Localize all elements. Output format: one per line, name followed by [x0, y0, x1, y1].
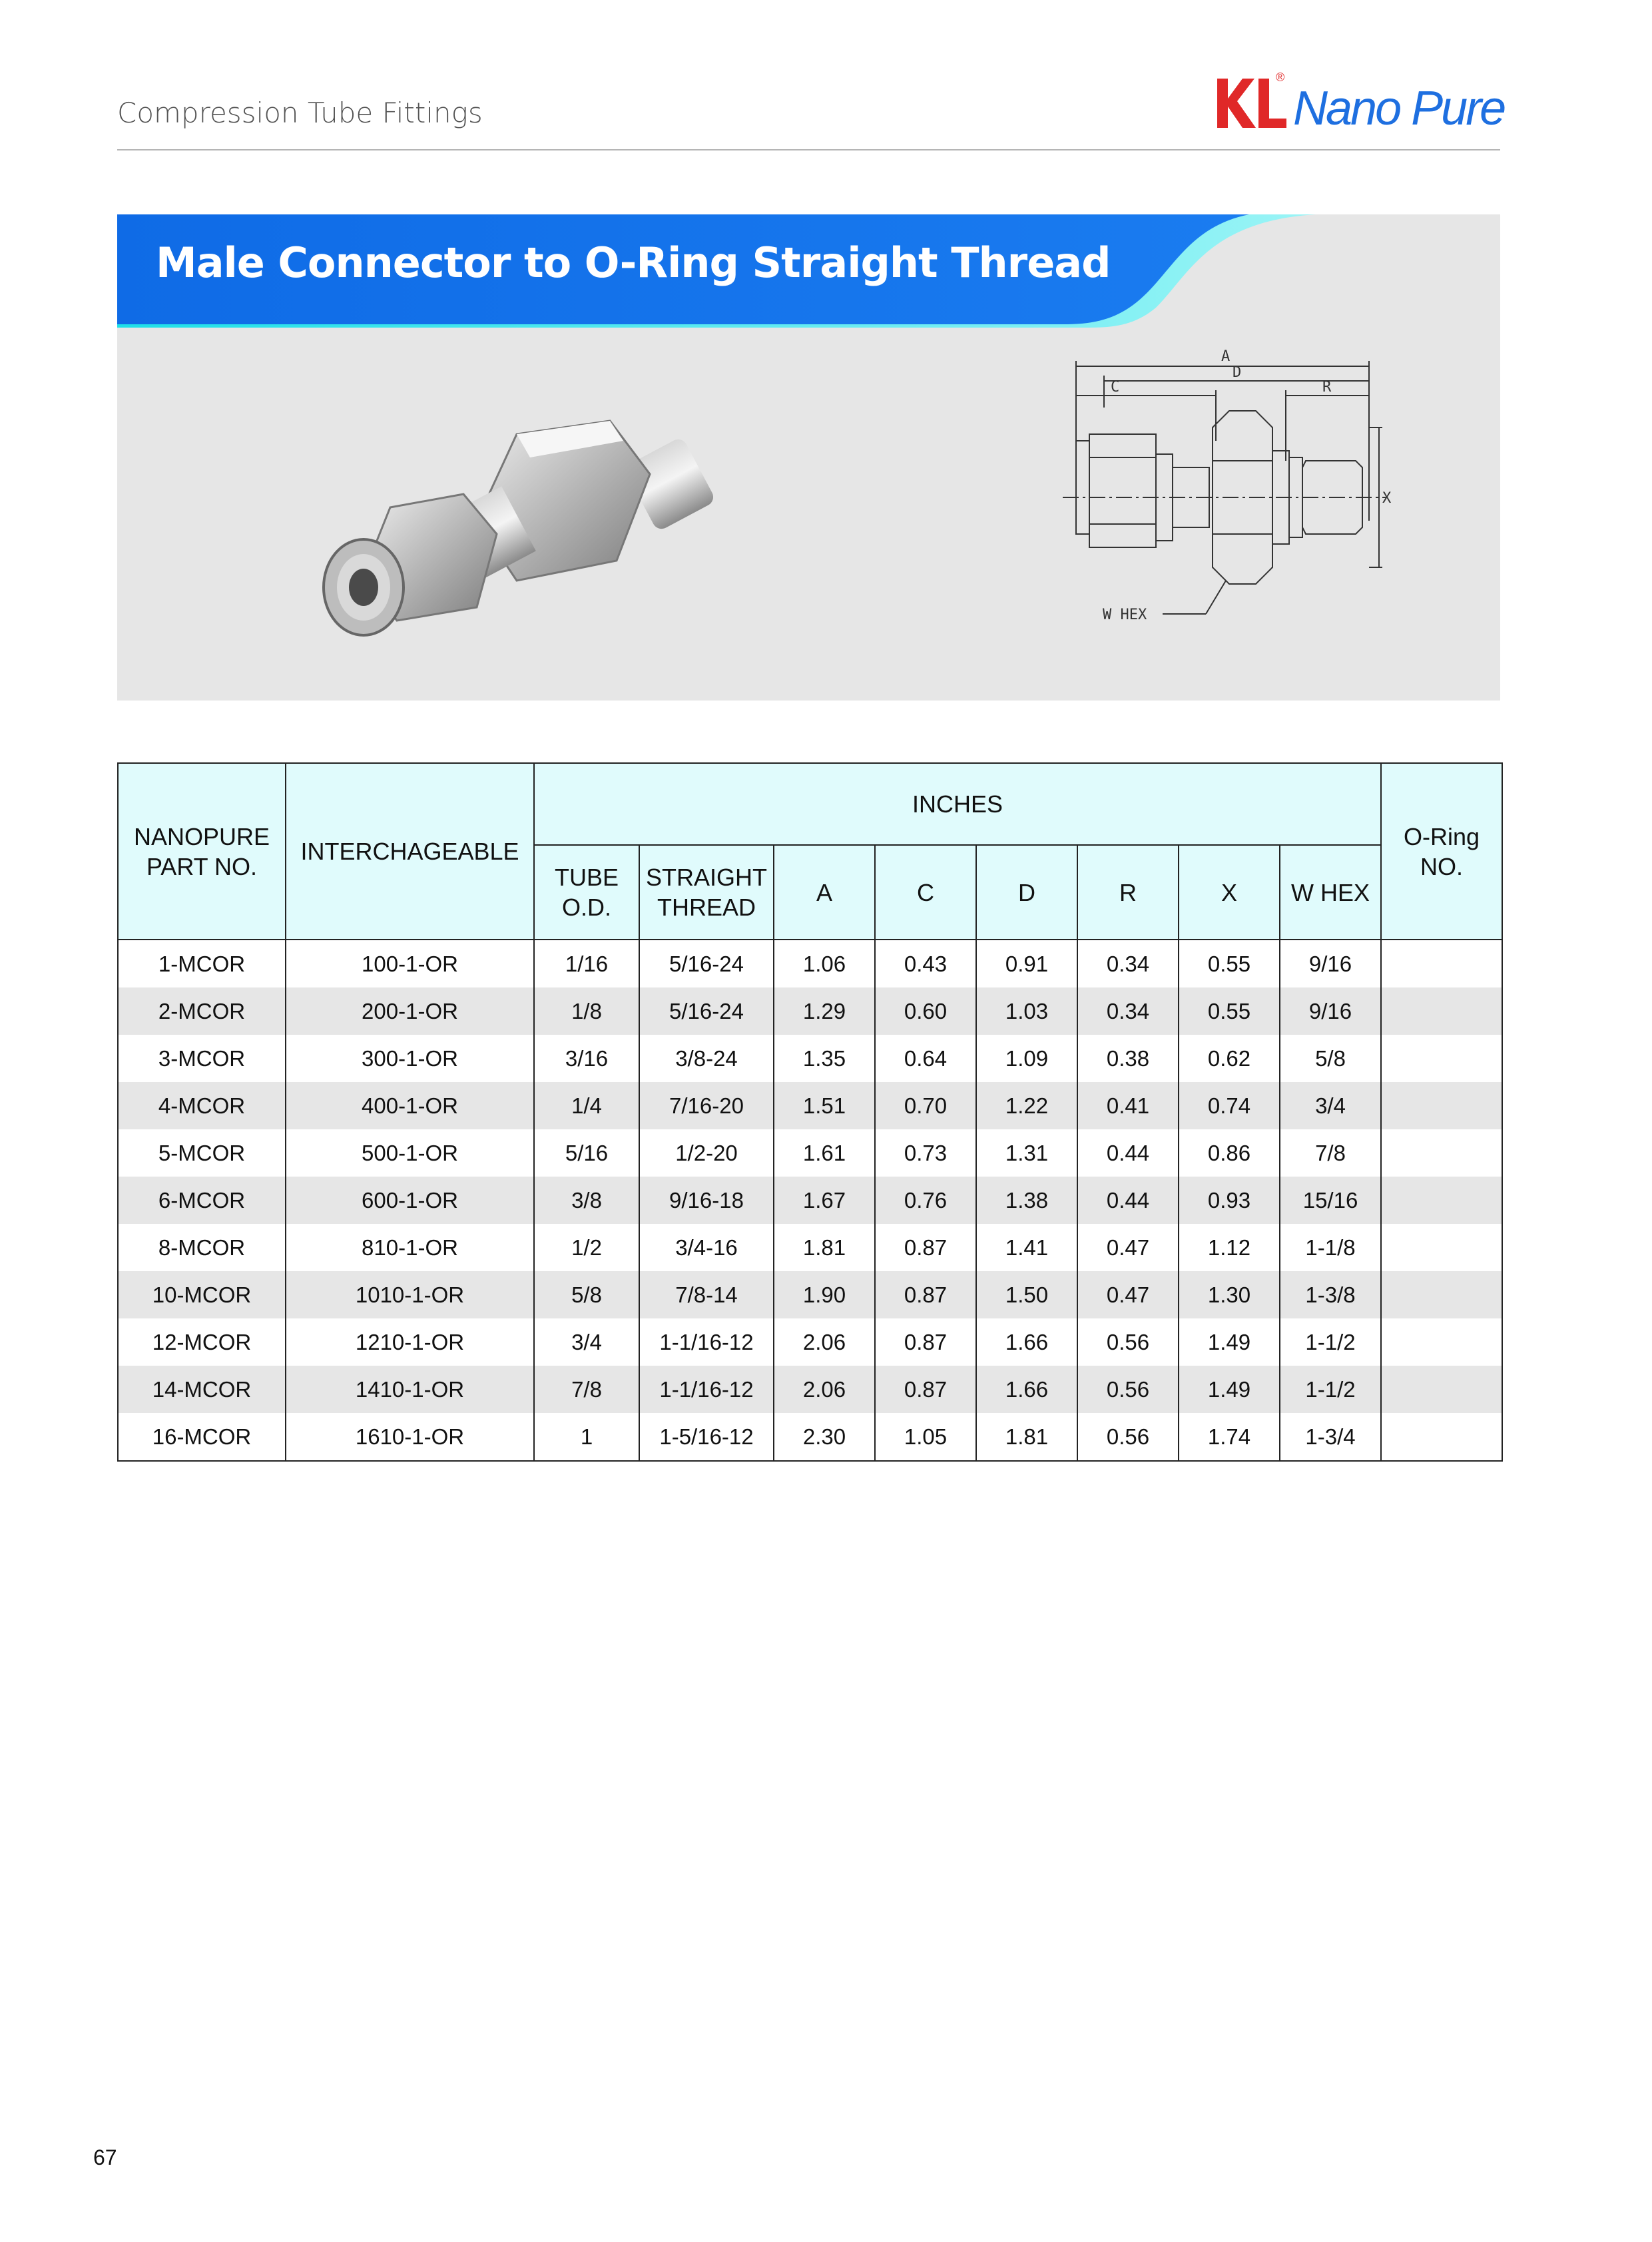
- cell-straight-thread: 5/16-24: [639, 940, 774, 987]
- cell-w-hex: 9/16: [1280, 940, 1381, 987]
- cell-tube-od: 7/8: [534, 1366, 639, 1413]
- cell-r: 0.56: [1077, 1413, 1179, 1461]
- col-header-part-no: NANOPURE PART NO.: [118, 763, 286, 940]
- cell-interchangeable: 810-1-OR: [286, 1224, 534, 1271]
- cell-tube-od: 3/8: [534, 1177, 639, 1224]
- cell-r: 0.41: [1077, 1082, 1179, 1129]
- cell-c: 1.05: [875, 1413, 976, 1461]
- cell-a: 1.81: [774, 1224, 875, 1271]
- cell-r: 0.47: [1077, 1224, 1179, 1271]
- cell-straight-thread: 5/16-24: [639, 987, 774, 1035]
- cell-r: 0.56: [1077, 1366, 1179, 1413]
- cell-part-no: 14-MCOR: [118, 1366, 286, 1413]
- col-header-straight-thread: STRAIGHT THREAD: [639, 845, 774, 940]
- cell-part-no: 4-MCOR: [118, 1082, 286, 1129]
- cell-w-hex: 9/16: [1280, 987, 1381, 1035]
- dim-label-c: C: [1111, 379, 1120, 396]
- cell-part-no: 5-MCOR: [118, 1129, 286, 1177]
- cell-x: 0.86: [1179, 1129, 1280, 1177]
- cell-tube-od: 3/16: [534, 1035, 639, 1082]
- cell-interchangeable: 200-1-OR: [286, 987, 534, 1035]
- table-row: [118, 1366, 1502, 1413]
- cell-c: 0.73: [875, 1129, 976, 1177]
- cell-tube-od: 1/2: [534, 1224, 639, 1271]
- col-header-oring: O-Ring NO.: [1381, 763, 1502, 940]
- cell-a: 1.06: [774, 940, 875, 987]
- table-row: [118, 987, 1502, 1035]
- cell-x: 0.62: [1179, 1035, 1280, 1082]
- cell-straight-thread: 1-1/16-12: [639, 1318, 774, 1366]
- cell-tube-od: 1: [534, 1413, 639, 1461]
- cell-r: 0.47: [1077, 1271, 1179, 1318]
- cell-w-hex: 7/8: [1280, 1129, 1381, 1177]
- table-row: [118, 1177, 1502, 1224]
- col-group-inches: INCHES: [534, 763, 1381, 845]
- cell-x: 1.30: [1179, 1271, 1280, 1318]
- cell-w-hex: 15/16: [1280, 1177, 1381, 1224]
- cell-straight-thread: 7/8-14: [639, 1271, 774, 1318]
- cell-d: 1.41: [976, 1224, 1077, 1271]
- cell-straight-thread: 7/16-20: [639, 1082, 774, 1129]
- cell-interchangeable: 1610-1-OR: [286, 1413, 534, 1461]
- cell-w-hex: 1-1/2: [1280, 1318, 1381, 1366]
- col-header-r: R: [1077, 845, 1179, 940]
- cell-d: 1.38: [976, 1177, 1077, 1224]
- cell-a: 1.51: [774, 1082, 875, 1129]
- cell-oring: [1381, 1224, 1502, 1271]
- col-header-w-hex: W HEX: [1280, 845, 1381, 940]
- cell-part-no: 8-MCOR: [118, 1224, 286, 1271]
- cell-oring: [1381, 1271, 1502, 1318]
- cell-straight-thread: 9/16-18: [639, 1177, 774, 1224]
- header-divider: [117, 149, 1500, 150]
- cell-d: 1.66: [976, 1318, 1077, 1366]
- cell-d: 1.03: [976, 987, 1077, 1035]
- cell-r: 0.38: [1077, 1035, 1179, 1082]
- cell-straight-thread: 1-1/16-12: [639, 1366, 774, 1413]
- col-header-x: X: [1179, 845, 1280, 940]
- cell-c: 0.87: [875, 1271, 976, 1318]
- cell-w-hex: 1-3/4: [1280, 1413, 1381, 1461]
- cell-a: 2.06: [774, 1318, 875, 1366]
- cell-c: 0.87: [875, 1318, 976, 1366]
- dim-label-d: D: [1233, 364, 1242, 381]
- table-row: [118, 1035, 1502, 1082]
- dim-label-r: R: [1322, 379, 1332, 396]
- cell-oring: [1381, 1129, 1502, 1177]
- table-row: [118, 940, 1502, 987]
- table-row: [118, 1271, 1502, 1318]
- cell-tube-od: 3/4: [534, 1318, 639, 1366]
- cell-a: 2.30: [774, 1413, 875, 1461]
- cell-w-hex: 3/4: [1280, 1082, 1381, 1129]
- cell-d: 1.81: [976, 1413, 1077, 1461]
- table-row: [118, 1082, 1502, 1129]
- cell-oring: [1381, 1413, 1502, 1461]
- cell-straight-thread: 3/4-16: [639, 1224, 774, 1271]
- cell-part-no: 12-MCOR: [118, 1318, 286, 1366]
- cell-oring: [1381, 1177, 1502, 1224]
- cell-oring: [1381, 1366, 1502, 1413]
- cell-part-no: 2-MCOR: [118, 987, 286, 1035]
- cell-interchangeable: 300-1-OR: [286, 1035, 534, 1082]
- cell-straight-thread: 3/8-24: [639, 1035, 774, 1082]
- cell-r: 0.44: [1077, 1177, 1179, 1224]
- table-body: [118, 940, 1502, 1461]
- cell-r: 0.44: [1077, 1129, 1179, 1177]
- cell-d: 1.66: [976, 1366, 1077, 1413]
- cell-x: 0.55: [1179, 987, 1280, 1035]
- cell-tube-od: 1/4: [534, 1082, 639, 1129]
- cell-oring: [1381, 940, 1502, 987]
- cell-tube-od: 5/16: [534, 1129, 639, 1177]
- cell-c: 0.70: [875, 1082, 976, 1129]
- dim-label-a: A: [1221, 348, 1231, 365]
- cell-d: 1.09: [976, 1035, 1077, 1082]
- cell-w-hex: 1-3/8: [1280, 1271, 1381, 1318]
- table-row: [118, 1413, 1502, 1461]
- cell-interchangeable: 500-1-OR: [286, 1129, 534, 1177]
- col-header-a: A: [774, 845, 875, 940]
- kl-logo-mark: [1212, 67, 1292, 140]
- cell-interchangeable: 600-1-OR: [286, 1177, 534, 1224]
- cell-d: 1.31: [976, 1129, 1077, 1177]
- cell-w-hex: 5/8: [1280, 1035, 1381, 1082]
- dim-label-x: X: [1382, 490, 1392, 507]
- table-row: [118, 1129, 1502, 1177]
- dim-label-w-hex: W HEX: [1103, 607, 1147, 623]
- page-header-title: Compression Tube Fittings: [117, 97, 483, 129]
- cell-oring: [1381, 1082, 1502, 1129]
- cell-x: 1.49: [1179, 1318, 1280, 1366]
- cell-a: 2.06: [774, 1366, 875, 1413]
- cell-d: 1.22: [976, 1082, 1077, 1129]
- cell-a: 1.61: [774, 1129, 875, 1177]
- cell-oring: [1381, 1035, 1502, 1082]
- cell-c: 0.60: [875, 987, 976, 1035]
- cell-r: 0.34: [1077, 940, 1179, 987]
- cell-d: 1.50: [976, 1271, 1077, 1318]
- cell-part-no: 10-MCOR: [118, 1271, 286, 1318]
- cell-straight-thread: 1-5/16-12: [639, 1413, 774, 1461]
- page-number: 67: [93, 2145, 117, 2169]
- cell-interchangeable: 400-1-OR: [286, 1082, 534, 1129]
- registered-mark: ®: [1276, 71, 1285, 84]
- logo-text: Nano Pure: [1293, 82, 1505, 135]
- cell-interchangeable: 100-1-OR: [286, 940, 534, 987]
- cell-part-no: 1-MCOR: [118, 940, 286, 987]
- cell-oring: [1381, 1318, 1502, 1366]
- cell-x: 1.74: [1179, 1413, 1280, 1461]
- cell-interchangeable: 1410-1-OR: [286, 1366, 534, 1413]
- cell-tube-od: 1/16: [534, 940, 639, 987]
- cell-w-hex: 1-1/8: [1280, 1224, 1381, 1271]
- cell-part-no: 16-MCOR: [118, 1413, 286, 1461]
- cell-interchangeable: 1010-1-OR: [286, 1271, 534, 1318]
- brand-logo: [1212, 67, 1505, 140]
- cell-c: 0.87: [875, 1366, 976, 1413]
- cell-a: 1.29: [774, 987, 875, 1035]
- fitting-photo: [317, 388, 743, 681]
- cell-x: 0.74: [1179, 1082, 1280, 1129]
- col-header-interchangeable: INTERCHAGEABLE: [286, 763, 534, 940]
- cell-x: 0.55: [1179, 940, 1280, 987]
- cell-tube-od: 1/8: [534, 987, 639, 1035]
- cell-x: 0.93: [1179, 1177, 1280, 1224]
- cell-x: 1.49: [1179, 1366, 1280, 1413]
- product-title: Male Connector to O-Ring Straight Thread: [156, 238, 1111, 287]
- cell-r: 0.56: [1077, 1318, 1179, 1366]
- table-row: [118, 1224, 1502, 1271]
- cell-interchangeable: 1210-1-OR: [286, 1318, 534, 1366]
- product-banner: [117, 214, 1500, 701]
- cell-c: 0.76: [875, 1177, 976, 1224]
- cell-part-no: 6-MCOR: [118, 1177, 286, 1224]
- cell-c: 0.87: [875, 1224, 976, 1271]
- cell-oring: [1381, 987, 1502, 1035]
- cell-straight-thread: 1/2-20: [639, 1129, 774, 1177]
- cell-w-hex: 1-1/2: [1280, 1366, 1381, 1413]
- cell-x: 1.12: [1179, 1224, 1280, 1271]
- dimension-table: [117, 762, 1503, 1462]
- cell-part-no: 3-MCOR: [118, 1035, 286, 1082]
- cell-a: 1.67: [774, 1177, 875, 1224]
- cell-c: 0.43: [875, 940, 976, 987]
- cell-r: 0.34: [1077, 987, 1179, 1035]
- col-header-tube-od: TUBE O.D.: [534, 845, 639, 940]
- cell-a: 1.35: [774, 1035, 875, 1082]
- col-header-c: C: [875, 845, 976, 940]
- cell-a: 1.90: [774, 1271, 875, 1318]
- dimension-drawing: [1049, 341, 1409, 674]
- cell-d: 0.91: [976, 940, 1077, 987]
- cell-c: 0.64: [875, 1035, 976, 1082]
- col-header-d: D: [976, 845, 1077, 940]
- cell-tube-od: 5/8: [534, 1271, 639, 1318]
- table-row: [118, 1318, 1502, 1366]
